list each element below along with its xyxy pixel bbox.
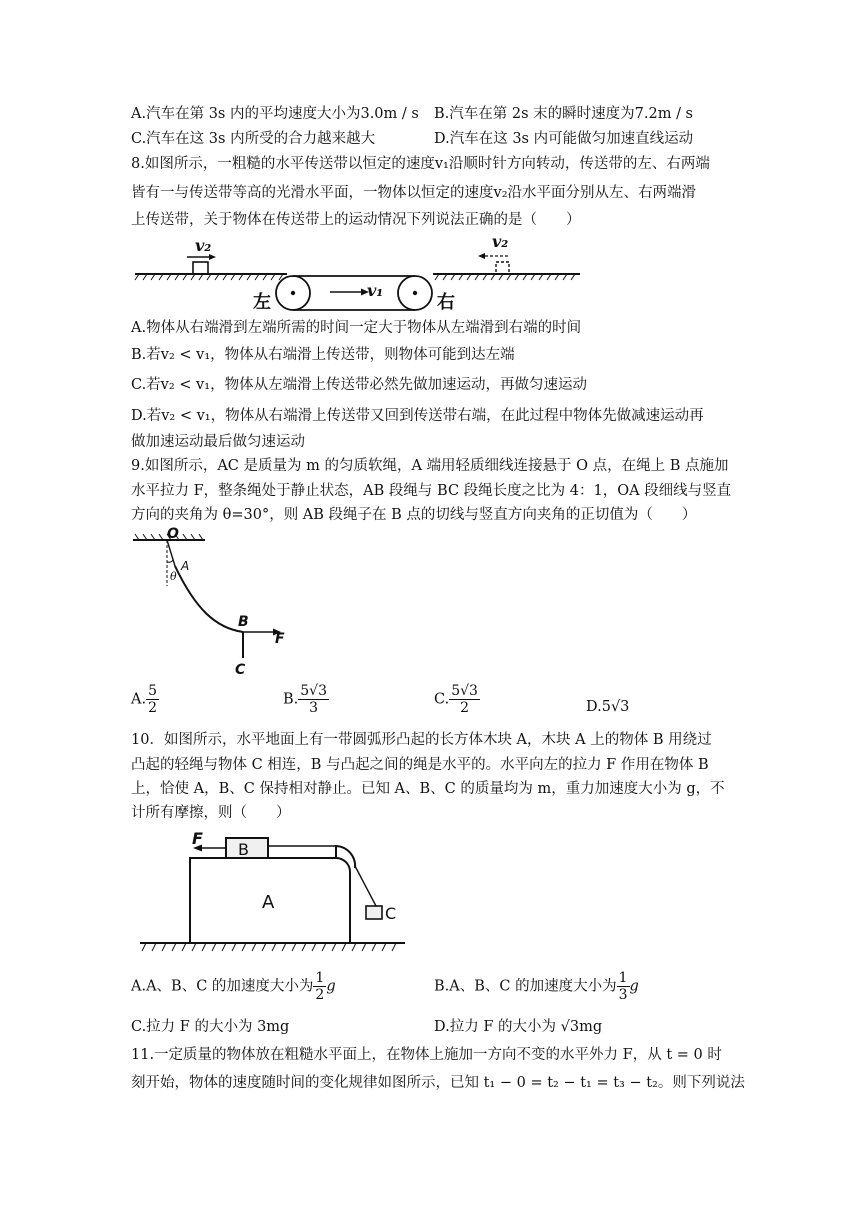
- q8-label-left: 左: [253, 292, 271, 313]
- q7-option-c: C.汽车在这 3s 内所受的合力越来越大: [131, 131, 376, 147]
- q10-stem-line-4: 计所有摩擦，则（ ）: [131, 805, 291, 821]
- q9-option-a-label: A.: [131, 691, 147, 708]
- q7-option-a: A.汽车在第 3s 内的平均速度大小为3.0m / s: [131, 106, 419, 122]
- q10-stem-line-3: 上，恰使 A，B、C 保持相对静止。已知 A、B、C 的质量均为 m，重力加速度大小为 g，不: [131, 781, 725, 797]
- q9-label-c: C: [235, 662, 246, 678]
- q8-label-right: 右: [437, 292, 455, 313]
- q9-label-b: B: [238, 614, 249, 630]
- q10-label-f: F: [192, 829, 203, 848]
- q8-conveyor-figure: [135, 232, 585, 314]
- q10-option-b-unit: g: [629, 978, 639, 995]
- q10-option-b: [434, 970, 639, 1003]
- q8-label-v2-left: v₂: [195, 236, 212, 255]
- q9-option-b-label: B.: [283, 691, 299, 708]
- q10-option-a-unit: g: [326, 978, 336, 995]
- q8-label-v1: v₁: [367, 281, 384, 300]
- q10-option-b-text: B.A、B、C 的加速度大小为: [434, 978, 617, 995]
- q8-label-v2-right: v₂: [492, 232, 509, 251]
- q11-stem-line-1: 11.一定质量的物体放在粗糙水平面上，在物体上施加一方向不变的水平外力 F，从 t = 0 时: [131, 1047, 722, 1063]
- q10-option-a-text: A.A、B、C 的加速度大小为: [131, 978, 314, 995]
- q10-option-a-num: 1: [315, 970, 325, 986]
- q8-option-b: B.若v₂ < v₁，物体从右端滑上传送带，则物体可能到达左端: [131, 347, 515, 363]
- q9-label-o: O: [167, 526, 179, 542]
- q9-option-b-num: 5√3: [300, 683, 328, 699]
- q9-option-c-label: C.: [434, 691, 450, 708]
- q10-stem-line-2: 凸起的轻绳与物体 C 相连，B 与凸起之间的绳是水平的。水平向左的拉力 F 作用在物体 B: [131, 757, 709, 773]
- q9-label-theta: θ: [170, 570, 177, 583]
- q11-stem-line-2: 刻开始，物体的速度随时间的变化规律如图所示，已知 t₁ − 0 = t₂ − t₁ = t₃ − t₂。则下列说法: [131, 1075, 745, 1091]
- q10-option-c: C.拉力 F 的大小为 3mg: [131, 1019, 290, 1035]
- q7-option-b: B.汽车在第 2s 末的瞬时速度为7.2m / s: [434, 106, 694, 122]
- q8-option-a: A.物体从右端滑到左端所需的时间一定大于物体从左端滑到右端的时间: [131, 320, 582, 336]
- q9-label-a: A: [181, 559, 190, 573]
- q10-label-a: A: [262, 892, 275, 913]
- q9-option-a-num: 5: [148, 683, 158, 699]
- q9-option-c: [434, 683, 480, 716]
- q9-option-d: D.5√3: [586, 699, 630, 715]
- q8-stem-line-3: 上传送带，关于物体在传送带上的运动情况下列说法正确的是（ ）: [131, 212, 581, 228]
- q8-stem-line-2: 皆有一与传送带等高的光滑水平面，一物体以恒定的速度v₂沿水平面分别从左、右两端滑: [131, 185, 697, 201]
- q9-stem-line-2: 水平拉力 F，整条绳处于静止状态，AB 段绳与 BC 段绳长度之比为 4：1，OA 段细线与竖直: [131, 483, 732, 499]
- q10-option-a-den: 2: [315, 987, 325, 1003]
- q7-option-d: D.汽车在这 3s 内可能做匀加速直线运动: [434, 131, 694, 147]
- q9-option-c-num: 5√3: [451, 683, 478, 699]
- q9-option-b-den: 3: [309, 700, 319, 716]
- q10-option-b-num: 1: [618, 970, 628, 986]
- q9-option-a-den: 2: [148, 700, 158, 716]
- q8-option-c: C.若v₂ < v₁，物体从左端滑上传送带必然先做加速运动，再做匀速运动: [131, 377, 588, 393]
- q8-option-d: D.若v₂ < v₁，物体从右端滑上传送带又回到传送带右端，在此过程中物体先做减速运动再: [131, 408, 704, 424]
- q9-rope-figure: [125, 528, 305, 678]
- q10-option-d: D.拉力 F 的大小为 √3mg: [434, 1019, 603, 1035]
- q10-label-b: B: [238, 840, 249, 859]
- q8-stem-line-1: 8.如图所示，一粗糙的水平传送带以恒定的速度v₁沿顺时针方向转动，传送带的左、右两端: [131, 156, 710, 172]
- q9-label-f: F: [275, 631, 285, 647]
- q9-stem-line-1: 9.如图所示，AC 是质量为 m 的匀质软绳，A 端用轻质细线连接悬于 O 点，在绳上 B 点施加: [131, 458, 729, 474]
- q9-option-a: [131, 683, 159, 716]
- q10-option-b-den: 3: [618, 987, 628, 1003]
- q10-label-c: C: [385, 904, 397, 923]
- q9-option-c-den: 2: [460, 700, 470, 716]
- q10-stem-line-1: 10．如图所示，水平地面上有一带圆弧形凸起的长方体木块 A，木块 A 上的物体 B 用绕过: [131, 732, 712, 748]
- q9-option-b: [283, 683, 329, 716]
- q10-blocks-figure: [140, 826, 410, 958]
- q8-option-d-cont: 做加速运动最后做匀速运动: [131, 434, 305, 450]
- q9-stem-line-3: 方向的夹角为 θ=30°，则 AB 段绳子在 B 点的切线与竖直方向夹角的正切值为（ ）: [131, 507, 697, 523]
- q10-option-a: [131, 970, 336, 1003]
